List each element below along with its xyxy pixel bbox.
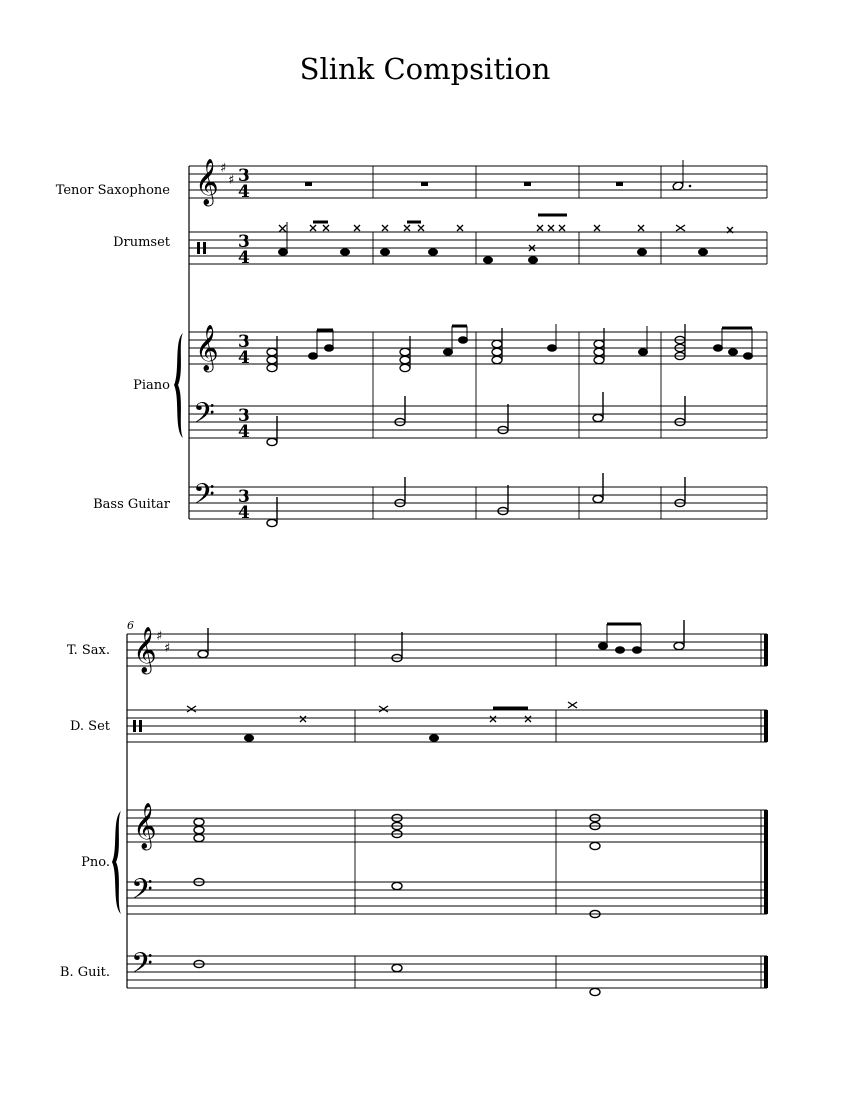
instrument-short-sax: T. Sax. bbox=[66, 643, 110, 658]
staff-sax-2 bbox=[127, 634, 767, 666]
bass-clef-icon: 𝄢 bbox=[131, 873, 153, 913]
piano-brace-2 bbox=[112, 811, 121, 914]
staff-piano-treble-2 bbox=[127, 810, 767, 842]
piano-treble-short-notes-1 bbox=[309, 324, 753, 359]
staff-drums-1 bbox=[189, 232, 767, 264]
treble-clef-icon: 𝄞 bbox=[133, 803, 157, 849]
treble-clef-icon: 𝄞 bbox=[195, 159, 219, 205]
treble-clef-icon: 𝄞 bbox=[133, 627, 157, 673]
notes-system-2 bbox=[194, 620, 684, 996]
instrument-short-drums: D. Set bbox=[69, 719, 110, 734]
staff-drums-2 bbox=[127, 710, 767, 742]
staff-bass-2 bbox=[127, 956, 767, 988]
time-sig-bottom: 4 bbox=[238, 348, 250, 368]
staff-bass-1 bbox=[189, 487, 767, 519]
instrument-short-bass: B. Guit. bbox=[59, 965, 110, 980]
sharp-icon: ♯ bbox=[220, 161, 227, 176]
bass-clef-icon: 𝄢 bbox=[193, 397, 215, 437]
drum-notes-2 bbox=[187, 702, 577, 741]
staff-piano-bass-2 bbox=[127, 882, 767, 914]
time-sig-top: 3 bbox=[238, 406, 250, 426]
time-sig-bottom: 4 bbox=[238, 503, 250, 523]
system-2 bbox=[127, 634, 768, 988]
time-sig-top: 3 bbox=[238, 232, 250, 252]
whole-rests bbox=[303, 182, 623, 186]
score-title: Slink Compsition bbox=[299, 52, 551, 86]
treble-clef-icon: 𝄞 bbox=[195, 325, 219, 371]
bass-clef-icon: 𝄢 bbox=[193, 478, 215, 518]
piano-brace-1 bbox=[174, 333, 183, 438]
staff-piano-bass-1 bbox=[189, 406, 767, 438]
sharp-icon: ♯ bbox=[156, 629, 163, 644]
instrument-name-sax: Tenor Saxophone bbox=[55, 183, 170, 198]
time-sig-top: 3 bbox=[238, 332, 250, 352]
time-sig-top: 3 bbox=[238, 166, 250, 186]
time-sig-bottom: 4 bbox=[238, 248, 250, 268]
system-1 bbox=[189, 166, 767, 519]
time-sig-bottom: 4 bbox=[238, 422, 250, 442]
sharp-icon: ♯ bbox=[164, 641, 171, 656]
instrument-name-piano: Piano bbox=[133, 378, 170, 393]
measure-number: 6 bbox=[127, 619, 134, 632]
bass-clef-icon: 𝄢 bbox=[131, 947, 153, 987]
time-sig-bottom: 4 bbox=[238, 182, 250, 202]
sax-eighths-2 bbox=[599, 624, 642, 653]
sharp-icon: ♯ bbox=[228, 173, 235, 188]
time-sig-top: 3 bbox=[238, 487, 250, 507]
instrument-name-drums: Drumset bbox=[113, 235, 170, 250]
instrument-name-bass: Bass Guitar bbox=[93, 497, 170, 512]
instrument-short-piano: Pno. bbox=[81, 855, 110, 870]
note bbox=[672, 160, 691, 191]
